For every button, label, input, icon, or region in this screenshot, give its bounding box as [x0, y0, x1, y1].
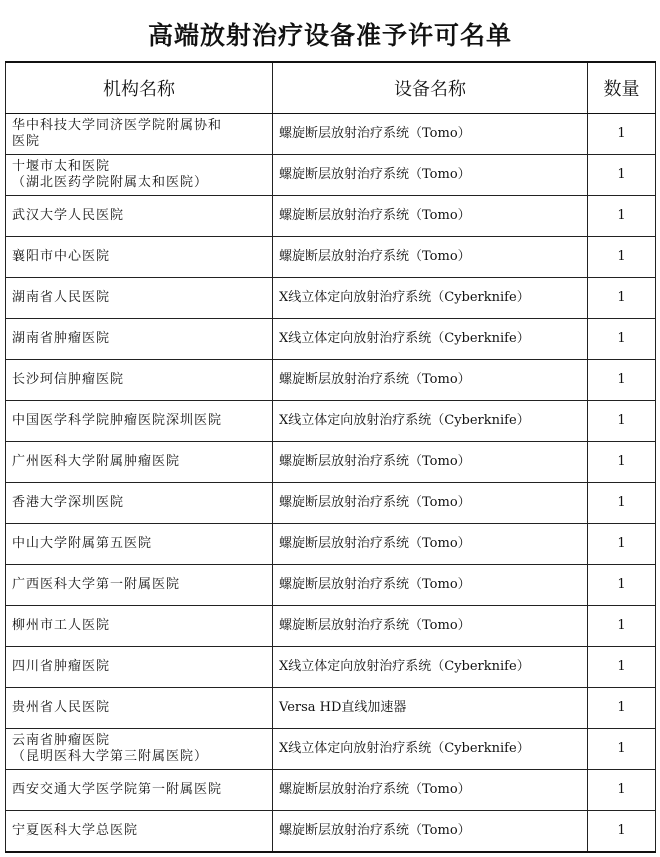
quantity-cell: 1 [588, 770, 656, 811]
equipment-cell: X线立体定向放射治疗系统（Cyberknife） [273, 319, 588, 360]
table-row [6, 196, 656, 237]
table-row [6, 770, 656, 811]
quantity-cell: 1 [588, 360, 656, 401]
table-row [6, 442, 656, 483]
equipment-cell: X线立体定向放射治疗系统（Cyberknife） [273, 401, 588, 442]
table-row [6, 278, 656, 319]
equipment-cell: 螺旋断层放射治疗系统（Tomo） [273, 483, 588, 524]
quantity-cell: 1 [588, 729, 656, 770]
equipment-cell: 螺旋断层放射治疗系统（Tomo） [273, 565, 588, 606]
equipment-cell: 螺旋断层放射治疗系统（Tomo） [273, 606, 588, 647]
institution-cell: 柳州市工人医院 [6, 606, 273, 647]
quantity-cell: 1 [588, 606, 656, 647]
quantity-cell: 1 [588, 565, 656, 606]
table-header [6, 62, 656, 114]
institution-cell: 香港大学深圳医院 [6, 483, 273, 524]
table-row [6, 688, 656, 729]
header-quantity: 数量 [588, 62, 656, 114]
quantity-cell: 1 [588, 647, 656, 688]
quantity-cell: 1 [588, 196, 656, 237]
equipment-cell: X线立体定向放射治疗系统（Cyberknife） [273, 729, 588, 770]
header-institution: 机构名称 [6, 62, 273, 114]
table-row [6, 360, 656, 401]
institution-cell: 西安交通大学医学院第一附属医院 [6, 770, 273, 811]
quantity-cell: 1 [588, 811, 656, 853]
equipment-cell: X线立体定向放射治疗系统（Cyberknife） [273, 647, 588, 688]
quantity-cell: 1 [588, 114, 656, 155]
table-body [6, 114, 656, 853]
quantity-cell: 1 [588, 401, 656, 442]
equipment-cell: 螺旋断层放射治疗系统（Tomo） [273, 524, 588, 565]
equipment-cell: 螺旋断层放射治疗系统（Tomo） [273, 811, 588, 853]
institution-cell: 十堰市太和医院 （湖北医药学院附属太和医院） [6, 155, 273, 196]
equipment-cell: 螺旋断层放射治疗系统（Tomo） [273, 155, 588, 196]
license-table [5, 61, 656, 853]
quantity-cell: 1 [588, 237, 656, 278]
quantity-cell: 1 [588, 688, 656, 729]
institution-cell: 湖南省人民医院 [6, 278, 273, 319]
table-row [6, 565, 656, 606]
equipment-cell: 螺旋断层放射治疗系统（Tomo） [273, 114, 588, 155]
table-row [6, 155, 656, 196]
document-title: 高端放射治疗设备准予许可名单 [147, 20, 512, 50]
institution-cell: 云南省肿瘤医院 （昆明医科大学第三附属医院） [6, 729, 273, 770]
equipment-cell: 螺旋断层放射治疗系统（Tomo） [273, 237, 588, 278]
institution-cell: 中国医学科学院肿瘤医院深圳医院 [6, 401, 273, 442]
header-row [6, 62, 656, 114]
table-row [6, 729, 656, 770]
institution-cell: 广州医科大学附属肿瘤医院 [6, 442, 273, 483]
institution-cell: 长沙珂信肿瘤医院 [6, 360, 273, 401]
table-row [6, 319, 656, 360]
quantity-cell: 1 [588, 442, 656, 483]
table-row [6, 401, 656, 442]
header-equipment: 设备名称 [273, 62, 588, 114]
institution-cell: 襄阳市中心医院 [6, 237, 273, 278]
equipment-cell: X线立体定向放射治疗系统（Cyberknife） [273, 278, 588, 319]
institution-cell: 湖南省肿瘤医院 [6, 319, 273, 360]
equipment-cell: 螺旋断层放射治疗系统（Tomo） [273, 360, 588, 401]
table-row [6, 524, 656, 565]
table-row [6, 483, 656, 524]
institution-cell: 宁夏医科大学总医院 [6, 811, 273, 853]
quantity-cell: 1 [588, 524, 656, 565]
institution-cell: 武汉大学人民医院 [6, 196, 273, 237]
table-row [6, 647, 656, 688]
institution-cell: 贵州省人民医院 [6, 688, 273, 729]
institution-cell: 四川省肿瘤医院 [6, 647, 273, 688]
quantity-cell: 1 [588, 155, 656, 196]
institution-cell: 广西医科大学第一附属医院 [6, 565, 273, 606]
table-row [6, 811, 656, 853]
table-row [6, 114, 656, 155]
quantity-cell: 1 [588, 319, 656, 360]
institution-cell: 中山大学附属第五医院 [6, 524, 273, 565]
quantity-cell: 1 [588, 278, 656, 319]
table-row [6, 606, 656, 647]
equipment-cell: Versa HD直线加速器 [273, 688, 588, 729]
quantity-cell: 1 [588, 483, 656, 524]
institution-cell: 华中科技大学同济医学院附属协和 医院 [6, 114, 273, 155]
equipment-cell: 螺旋断层放射治疗系统（Tomo） [273, 770, 588, 811]
equipment-cell: 螺旋断层放射治疗系统（Tomo） [273, 442, 588, 483]
equipment-cell: 螺旋断层放射治疗系统（Tomo） [273, 196, 588, 237]
table-row [6, 237, 656, 278]
